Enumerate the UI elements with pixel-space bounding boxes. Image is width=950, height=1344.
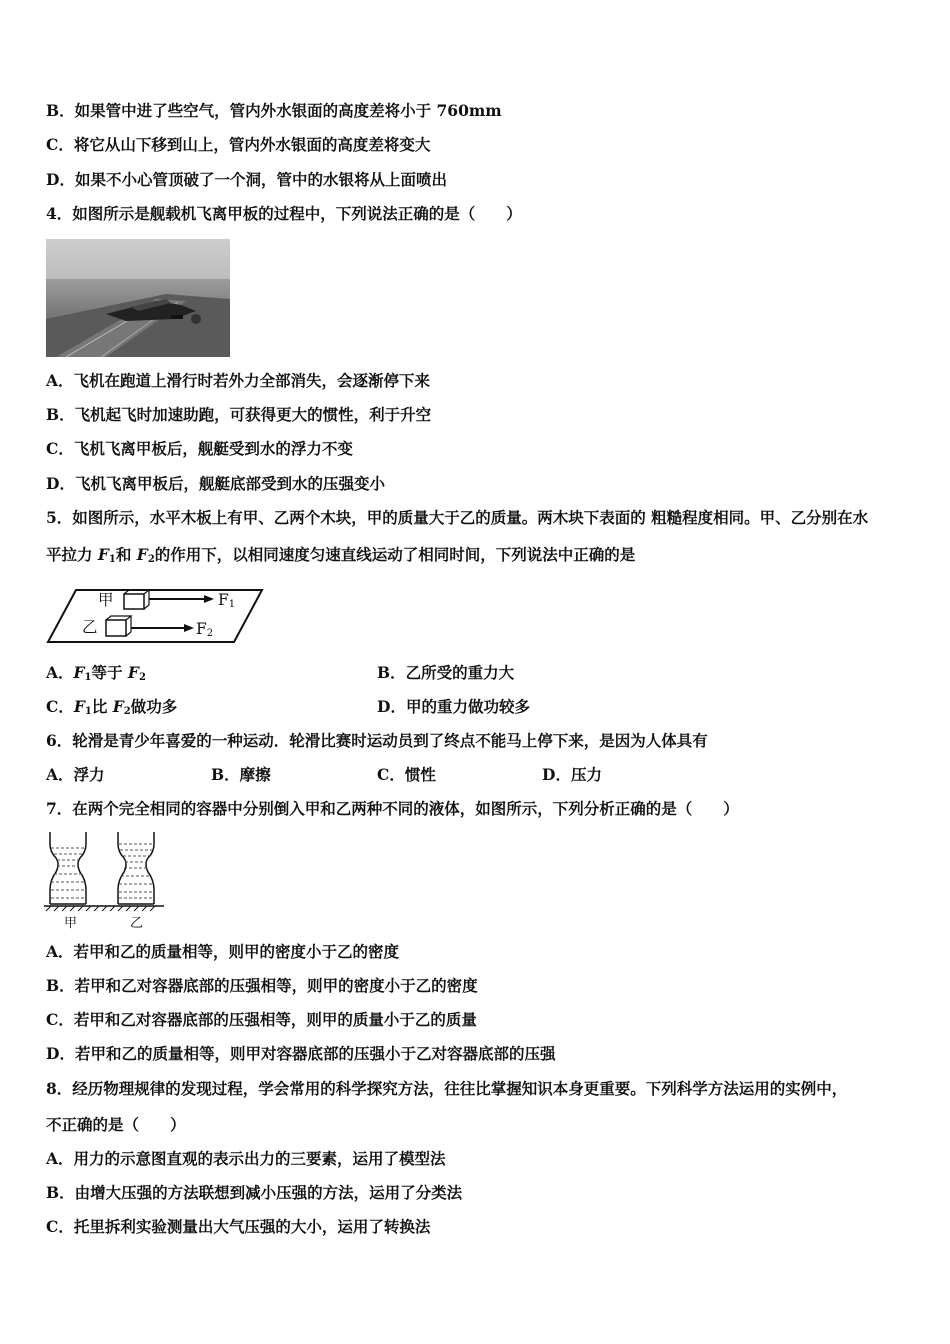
q5-option-a: A．$F_1$等于 $F_2$ bbox=[46, 663, 146, 683]
q8-stem-line1: 8．经历物理规律的发现过程，学会常用的科学探究方法，往往比掌握知识本身更重要。下列科学方法运用的实例中， bbox=[46, 1079, 848, 1098]
q7-option-c: C．若甲和乙对容器底部的压强相等，则甲的质量小于乙的质量 bbox=[46, 1010, 477, 1029]
q7-stem: 7．在两个完全相同的容器中分别倒入甲和乙两种不同的液体，如图所示，下列分析正确的是（ ） bbox=[46, 799, 739, 818]
q6-stem: 6．轮滑是青少年喜爱的一种运动．轮滑比赛时运动员到了终点不能马上停下来，是因为人体具有 bbox=[46, 731, 708, 750]
q5-stem-line1: 5．如图所示，水平木板上有甲、乙两个木块，甲的质量大于乙的质量。两木块下表面的 粗糙程度相同。甲、乙分别在水 bbox=[46, 508, 869, 527]
q5-option-b: B．乙所受的重力大 bbox=[377, 663, 515, 682]
q4-option-c: C．飞机飞离甲板后，舰艇受到水的浮力不变 bbox=[46, 439, 353, 458]
q4-option-d: D．飞机飞离甲板后，舰艇底部受到水的压强变小 bbox=[46, 474, 385, 493]
q7-figure bbox=[44, 830, 164, 932]
q8-stem-line2: 不正确的是（ ） bbox=[46, 1115, 186, 1134]
q5-label-f1: $F_1$ bbox=[218, 591, 236, 610]
q7-label-yi: 乙 bbox=[130, 916, 144, 931]
q7-containers-diagram bbox=[44, 830, 164, 912]
q8-option-c: C．托里拆利实验测量出大气压强的大小，运用了转换法 bbox=[46, 1217, 431, 1236]
q5-option-c: C．$F_1$比 $F_2$做功多 bbox=[46, 697, 178, 717]
q8-option-a: A．用力的示意图直观的表示出力的三要素，运用了模型法 bbox=[46, 1149, 446, 1168]
q4-option-b: B．飞机起飞时加速助跑，可获得更大的惯性，利于升空 bbox=[46, 405, 432, 424]
q3-option-c: C．将它从山下移到山上，管内外水银面的高度差将变大 bbox=[46, 135, 431, 154]
q6-option-d: D．压力 bbox=[542, 765, 602, 784]
q5-label-f2: $F_2$ bbox=[196, 620, 214, 639]
q5-figure bbox=[46, 584, 266, 646]
q4-stem: 4．如图所示是舰载机飞离甲板的过程中，下列说法正确的是（ ） bbox=[46, 204, 522, 223]
q7-option-b: B．若甲和乙对容器底部的压强相等，则甲的密度小于乙的密度 bbox=[46, 976, 478, 995]
q5-option-d: D．甲的重力做功较多 bbox=[377, 697, 530, 716]
q7-option-a: A．若甲和乙的质量相等，则甲的密度小于乙的密度 bbox=[46, 942, 400, 961]
q6-option-a: A．浮力 bbox=[46, 765, 105, 784]
q6-option-b: B．摩擦 bbox=[211, 765, 271, 784]
q7-option-d: D．若甲和乙的质量相等，则甲对容器底部的压强小于乙对容器底部的压强 bbox=[46, 1044, 556, 1063]
q6-option-c: C．惯性 bbox=[377, 765, 436, 784]
q4-option-a: A．飞机在跑道上滑行时若外力全部消失，会逐渐停下来 bbox=[46, 371, 431, 390]
q3-option-b: B．如果管中进了些空气，管内外水银面的高度差将小于 760mm bbox=[46, 101, 502, 120]
q5-stem-line2: 平拉力 $F_1$和 $F_2$的作用下，以相同速度匀速直线运动了相同时间，下列说法中正确的是 bbox=[46, 545, 636, 565]
q4-carrier-photo bbox=[46, 239, 230, 357]
q5-label-jia: 甲 bbox=[98, 591, 114, 609]
q7-label-jia: 甲 bbox=[64, 916, 78, 931]
q3-option-d: D．如果不小心管顶破了一个洞，管中的水银将从上面喷出 bbox=[46, 170, 447, 189]
q8-option-b: B．由增大压强的方法联想到减小压强的方法，运用了分类法 bbox=[46, 1183, 463, 1202]
q5-label-yi: 乙 bbox=[82, 618, 98, 636]
